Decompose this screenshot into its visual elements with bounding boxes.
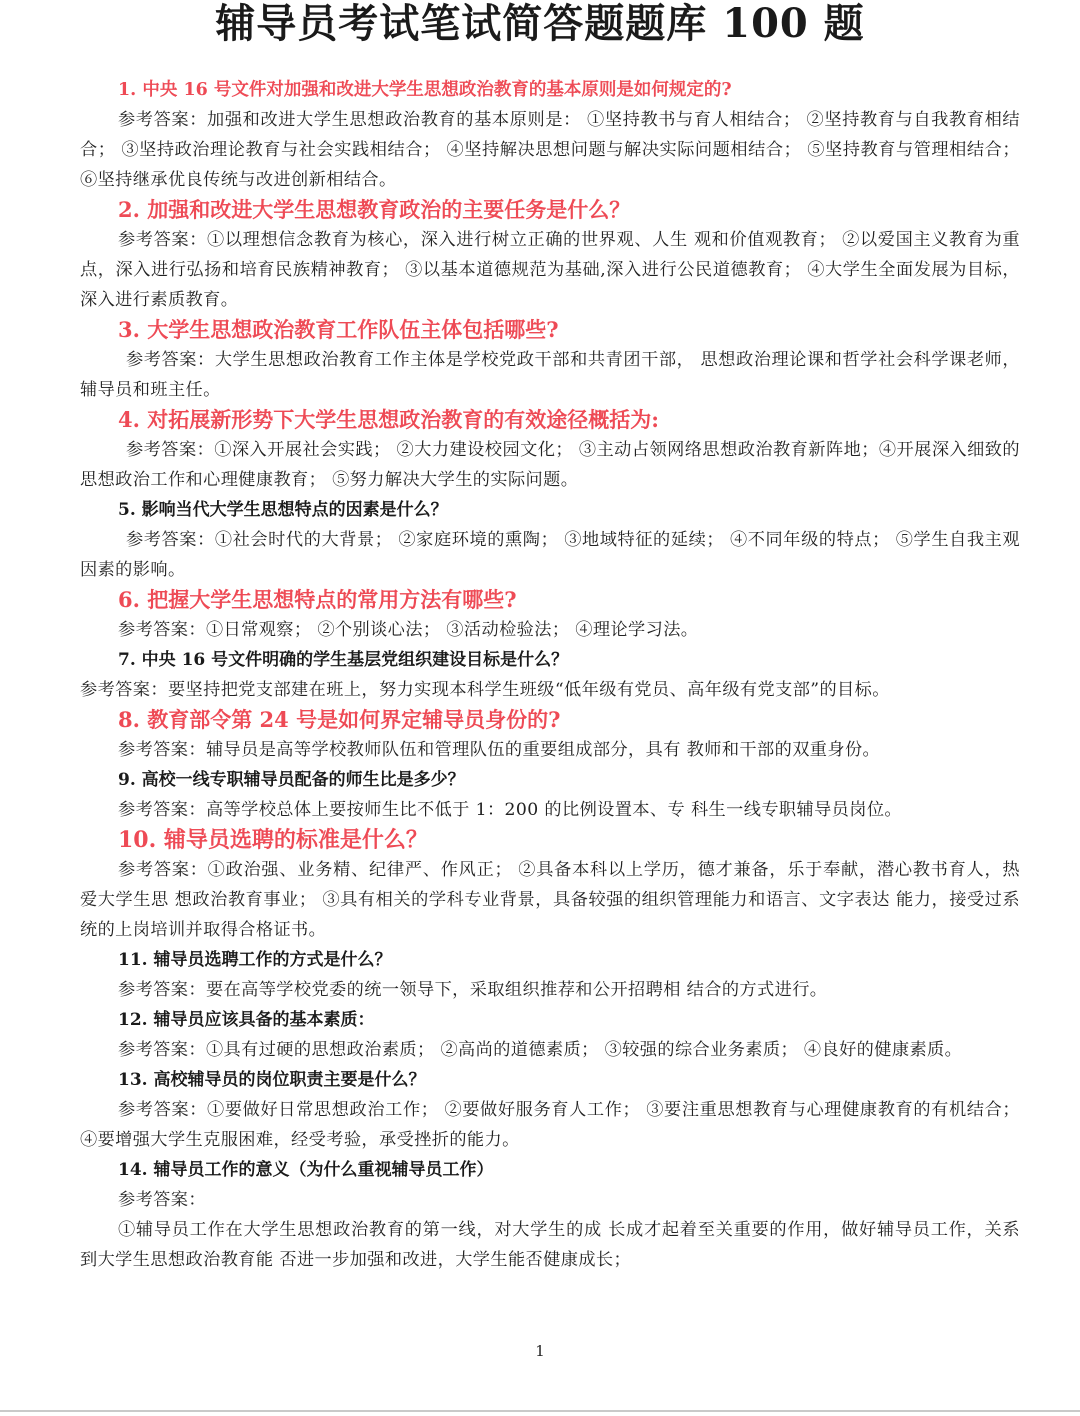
answer-9: 参考答案：高等学校总体上要按师生比不低于 1：200 的比例设置本、专 科生一线专职辅导员岗位。 [118, 800, 903, 820]
question-11: 11. 辅导员选聘工作的方式是什么？ [118, 950, 392, 970]
question-9: 9. 高校一线专职辅导员配备的师生比是多少？ [118, 770, 465, 790]
question-1: 1. 中央 16 号文件对加强和改进大学生思想政治教育的基本原则是如何规定的? [118, 80, 732, 100]
answer-14: ①辅导员工作在大学生思想政治教育的第一线，对大学生的成 长成才起着至关重要的作用，做好辅导员工作，关系到大学生思想政治教育能 否进一步加强和改进，大学生能否健康成长； [80, 1220, 1020, 1270]
answer-12: 参考答案：①具有过硬的思想政治素质； ②高尚的道德素质； ③较强的综合业务素质； ④良好的健康素质。 [118, 1040, 963, 1060]
question-4: 4. 对拓展新形势下大学生思想政治教育的有效途径概括为: [118, 407, 659, 432]
page-bottom-divider [0, 1410, 1080, 1412]
answer-5: 参考答案：①社会时代的大背景； ②家庭环境的熏陶； ③地域特征的延续； ④不同年级的特点； ⑤学生自我主观因素的影响。 [80, 530, 1020, 580]
answer-7: 参考答案：要坚持把党支部建在班上，努力实现本科学生班级“低年级有党员、高年级有党支部”的目标。 [80, 680, 890, 700]
question-3: 3. 大学生思想政治教育工作队伍主体包括哪些? [118, 317, 559, 342]
question-6: 6. 把握大学生思想特点的常用方法有哪些? [118, 587, 517, 612]
answer-11: 参考答案：要在高等学校党委的统一领导下，采取组织推荐和公开招聘相 结合的方式进行。 [118, 980, 828, 1000]
answer-4: 参考答案：①深入开展社会实践； ②大力建设校园文化； ③主动占领网络思想政治教育新阵地；④开展深入细致的思想政治工作和心理健康教育； ⑤努力解决大学生的实际问题。 [80, 440, 1020, 490]
question-5: 5. 影响当代大学生思想特点的因素是什么？ [118, 500, 448, 520]
answer-8: 参考答案：辅导员是高等学校教师队伍和管理队伍的重要组成部分，具有 教师和干部的双重身份。 [118, 740, 881, 760]
answer-6: 参考答案：①日常观察； ②个别谈心法； ③活动检验法； ④理论学习法。 [118, 620, 699, 640]
answer-1: 参考答案：加强和改进大学生思想政治教育的基本原则是： ①坚持教书与育人相结合； ②坚持教育与自我教育相结合； ③坚持政治理论教育与社会实践相结合； ④坚持解决思想问题与解决实际问题相结合； ⑤坚持教育与管理相结合； ⑥坚持继承优良传统与改进创新相结合。 [80, 110, 1020, 190]
qa-list [80, 75, 1020, 1275]
question-10: 10. 辅导员选聘的标准是什么？ [118, 827, 428, 853]
question-7: 7. 中央 16 号文件明确的学生基层党组织建设目标是什么？ [118, 650, 569, 670]
question-13: 13. 高校辅导员的岗位职责主要是什么？ [118, 1070, 426, 1090]
answer-3: 参考答案：大学生思想政治教育工作主体是学校党政干部和共青团干部， 思想政治理论课和哲学社会科学课老师，辅导员和班主任。 [80, 350, 1020, 400]
answer-13: 参考答案：①要做好日常思想政治工作； ②要做好服务育人工作； ③要注重思想教育与心理健康教育的有机结合； ④要增强大学生克服困难，经受考验，承受挫折的能力。 [80, 1100, 1020, 1150]
question-14: 14. 辅导员工作的意义（为什么重视辅导员工作） [118, 1160, 494, 1180]
page-number: 1 [535, 1342, 545, 1360]
document-title: 辅导员考试笔试简答题题库 100 题 [215, 0, 865, 47]
answer-2: 参考答案：①以理想信念教育为核心，深入进行树立正确的世界观、人生 观和价值观教育； ②以爱国主义教育为重点，深入进行弘扬和培育民族精神教育； ③以基本道德规范为基础,深入进行公民道德教育； ④大学生全面发展为目标，深入进行素质教育。 [80, 230, 1020, 310]
answer-10: 参考答案：①政治强、业务精、纪律严、作风正； ②具备本科以上学历，德才兼备，乐于奉献，潜心教书育人，热爱大学生思 想政治教育事业； ③具有相关的学科专业背景，具备较强的组织管理能力和语言、文字表达 能力，接受过系统的上岗培训并取得合格证书。 [80, 860, 1020, 940]
question-12: 12. 辅导员应该具备的基本素质： [118, 1010, 375, 1030]
question-2: 2. 加强和改进大学生思想教育政治的主要任务是什么？ [118, 197, 631, 222]
question-8: 8. 教育部令第 24 号是如何界定辅导员身份的? [118, 707, 561, 732]
answer-14-label: 参考答案： [118, 1190, 206, 1210]
